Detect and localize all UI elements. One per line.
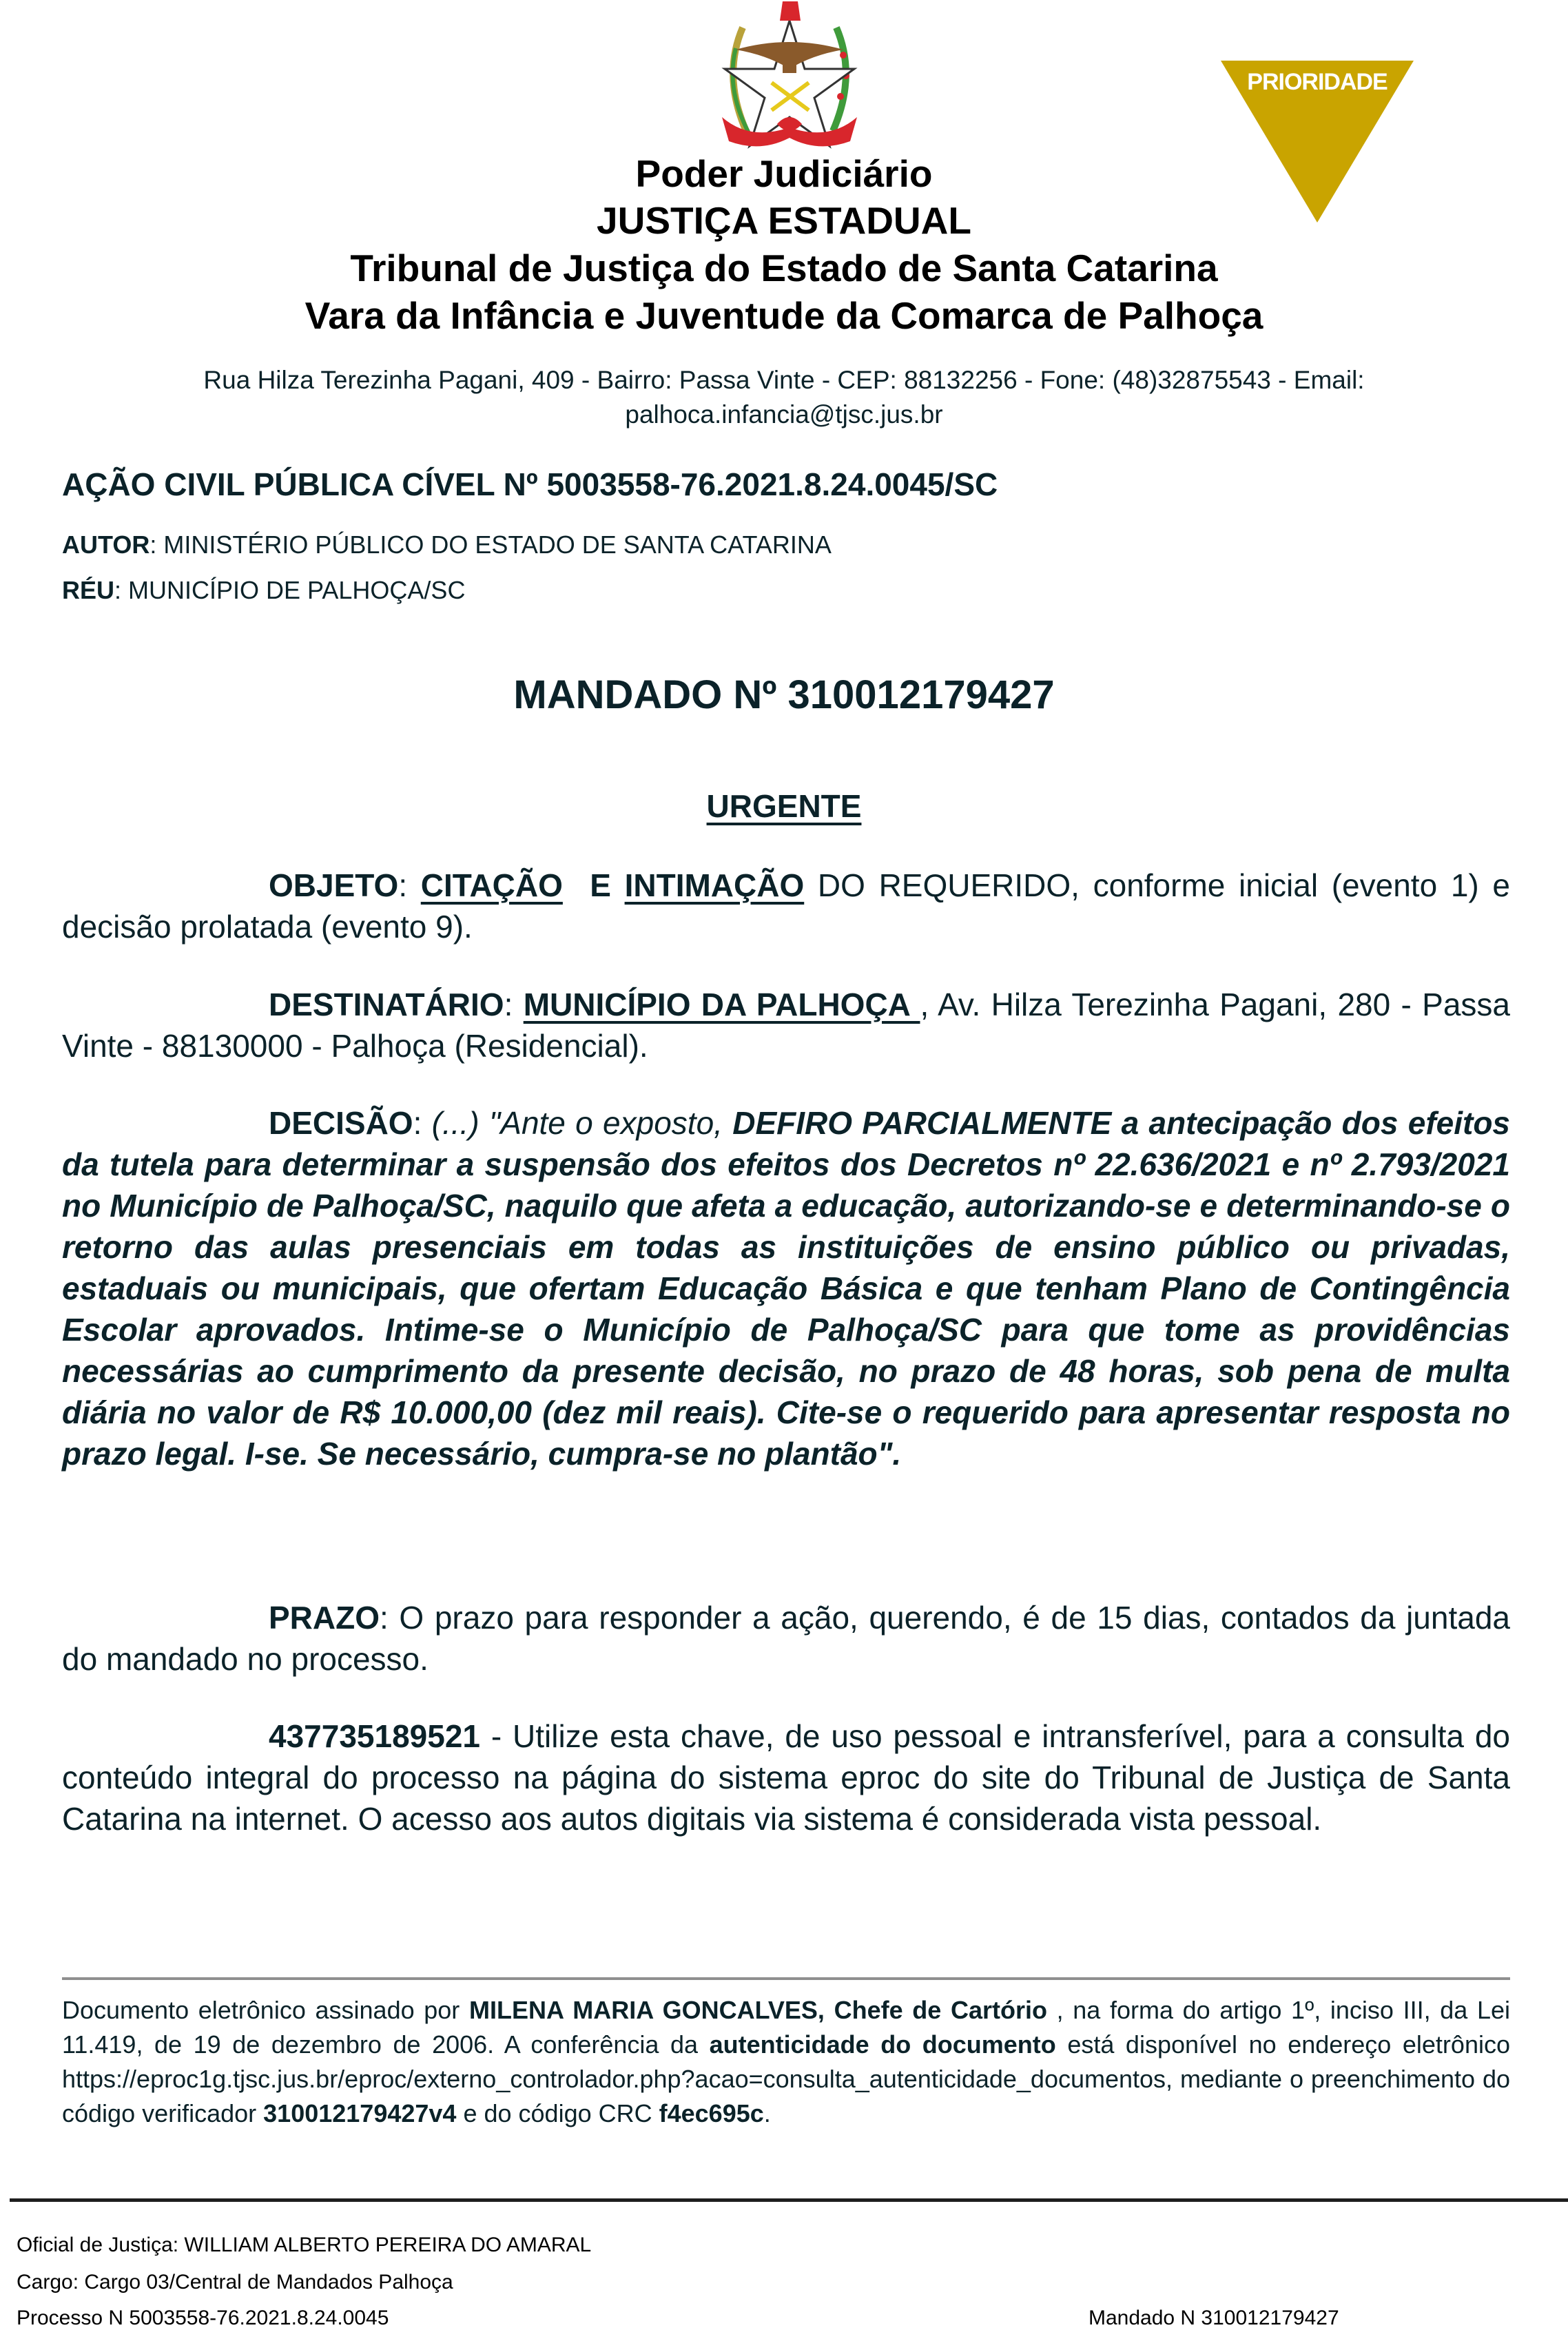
signature-text-5: .: [763, 2099, 771, 2127]
decisao-part6: Escolar: [62, 1312, 177, 1348]
footer-processo: Processo N 5003558-76.2021.8.24.0045: [17, 2307, 389, 2329]
santa-catarina-coat-of-arms: [708, 0, 871, 156]
crc-code: f4ec695c: [659, 2099, 764, 2127]
verification-code: 310012179427v4: [263, 2099, 457, 2127]
objeto-label: OBJETO: [269, 867, 399, 903]
signature-text-2: , na forma do artigo 1º, inciso III, da Lei 11.419, de 19 de dezembro de 2006. A conferência da: [62, 1996, 1510, 2059]
access-key-paragraph: [62, 1715, 1510, 1839]
defendant-value: MUNICÍPIO DE PALHOÇA/SC: [128, 576, 466, 604]
decisao-part3: a antecipação dos efeitos da tutela para determinar a suspensão dos efeitos dos Decretos nº 22.636/2021 e nº 2.793/2021 no Município de Palhoça/SC, naquilo que afeta a educação, autorizando-se e determinando-se o retorno das aulas presenciais em todas as instituições de ensino público ou privadas, estaduais ou municipais, que ofertam: [62, 1105, 1510, 1306]
decisao-part5: e que tenham Plano de Contingência: [922, 1270, 1510, 1306]
header-court: Tribunal de Justiça do Estado de Santa Catarina: [350, 247, 1218, 289]
decisao-part2: DEFIRO PARCIALMENTE: [732, 1105, 1112, 1141]
priority-label: PRIORIDADE: [1247, 69, 1388, 95]
signature-text-3: está disponível no endereço eletrônico https://eproc1g.tjsc.jus.br/eproc/externo_controlador.php?acao=consulta_autenticidade_documentos, mediante o preenchimento do código verificador: [62, 2030, 1510, 2127]
destinatario-paragraph: DESTINATÁRIO: MUNICÍPIO DA PALHOÇA , Av. Hilza Terezinha Pagani, 280 - Passa Vinte - 88130000 - Palhoça (Residencial).: [62, 987, 1511, 1064]
header-justice: JUSTIÇA ESTADUAL: [597, 199, 971, 242]
signature-text-1: Documento eletrônico assinado por: [62, 1996, 469, 2024]
mandado-title: MANDADO Nº 310012179427: [513, 672, 1055, 717]
prazo-paragraph: [62, 1597, 1510, 1680]
header-email: palhoca.infancia@tjsc.jus.br: [625, 400, 943, 429]
destinatario-name: MUNICÍPIO DA PALHOÇA: [523, 987, 920, 1022]
prazo-label: PRAZO: [269, 1600, 380, 1636]
signer: MILENA MARIA GONCALVES, Chefe de Cartório: [468, 1996, 1047, 2024]
decisao-part4: Educação Básica: [657, 1270, 923, 1306]
signature-divider: [62, 1977, 1510, 1980]
decisao-label: DECISÃO: [269, 1105, 413, 1141]
access-key-text: - Utilize esta chave, de uso pessoal e intransferível, para a consulta do conteúdo integral do processo na página do sistema eproc do site do Tribunal de Justiça de Santa Catarina na internet. O acesso aos autos digitais via sistema é considerada vista pessoal.: [62, 1718, 1510, 1837]
author-line: AUTOR: MINISTÉRIO PÚBLICO DO ESTADO DE SANTA CATARINA: [62, 530, 832, 559]
destinatario-label: DESTINATÁRIO: [269, 987, 504, 1022]
footer-mandado: Mandado N 310012179427: [1089, 2307, 1339, 2329]
objeto-intimacao: INTIMAÇÃO: [624, 867, 805, 903]
urgency-label: URGENTE: [706, 788, 862, 824]
author-label: AUTOR: [62, 530, 150, 559]
header-unit: Vara da Infância e Juventude da Comarca de Palhoça: [305, 294, 1263, 337]
objeto-paragraph: OBJETO: CITAÇÃO E INTIMAÇÃO DO REQUERIDO, conforme inicial (evento 1) e decisão prolatada (evento 9).: [62, 867, 1510, 945]
footer-cargo: Cargo: Cargo 03/Central de Mandados Palhoça: [17, 2271, 453, 2293]
objeto-e: E: [590, 867, 611, 903]
footer-divider: [10, 2198, 1568, 2202]
destinatario-text: , Av. Hilza Terezinha Pagani, 280 - Passa Vinte - 88130000 - Palhoça (Residencial).: [62, 987, 1511, 1064]
access-key: 437735189521: [269, 1718, 480, 1754]
action-title: AÇÃO CIVIL PÚBLICA CÍVEL Nº 5003558-76.2021.8.24.0045/SC: [62, 466, 998, 502]
decisao-part8: R$: [340, 1394, 381, 1430]
prazo-text: : O prazo para responder a ação, querendo, é de 15 dias, contados da juntada do mandado no processo.: [62, 1600, 1510, 1677]
decisao-part9: 10.000,00 (dez mil reais). Cite-se o requerido para apresentar resposta no prazo legal. I-se. Se necessário, cumpra-se no plantão".: [62, 1394, 1510, 1472]
objeto-citacao: CITAÇÃO: [420, 867, 563, 903]
author-value: MINISTÉRIO PÚBLICO DO ESTADO DE SANTA CATARINA: [163, 530, 832, 559]
authenticity-label: autenticidade do documento: [709, 2030, 1056, 2059]
signature-block: [62, 1993, 1510, 2131]
decisao-paragraph: DECISÃO: (...) "Ante o exposto, DEFIRO PARCIALMENTE a antecipação dos efeitos da tutela para determinar a suspensão dos efeitos dos Decretos nº 22.636/2021 e nº 2.793/2021 no Município de Palhoça/SC, naquilo que afeta a educação, autorizando-se e determinando-se o retorno das aulas presenciais em todas as instituições de ensino público ou privadas, estaduais ou municipais, que ofertam Educação Básica e que tenham Plano de Contingência Escolar aprovados. Intime-se o Município de Palhoça/SC para que tome as providências necessárias ao cumprimento da presente decisão, no prazo de 48 horas, sob pena de multa diária no valor de R$ 10.000,00 (dez mil reais). Cite-se o requerido para apresentar resposta no prazo legal. I-se. Se necessário, cumpra-se no plantão".: [62, 1105, 1510, 1472]
header-address: Rua Hilza Terezinha Pagani, 409 - Bairro: Passa Vinte - CEP: 88132256 - Fone: (48)32875543 - Email:: [203, 366, 1365, 394]
defendant-label: RÉU: [62, 576, 115, 604]
decisao-part1: (...) "Ante o exposto,: [431, 1105, 733, 1141]
header-power: Poder Judiciário: [635, 152, 933, 195]
objeto-text: DO REQUERIDO, conforme inicial (evento 1) e decisão prolatada (evento 9).: [62, 867, 1510, 945]
signature-text-4: e do código CRC: [456, 2099, 659, 2127]
defendant-line: RÉU: MUNICÍPIO DE PALHOÇA/SC: [62, 576, 466, 604]
footer-oficial: Oficial de Justiça: WILLIAM ALBERTO PEREIRA DO AMARAL: [17, 2234, 592, 2256]
decisao-part7: aprovados. Intime-se o Município de Palhoça/SC para que tome as providências necessárias ao cumprimento da presente decisão, no prazo de 48 horas, sob pena de multa diária no valor de: [62, 1312, 1510, 1430]
